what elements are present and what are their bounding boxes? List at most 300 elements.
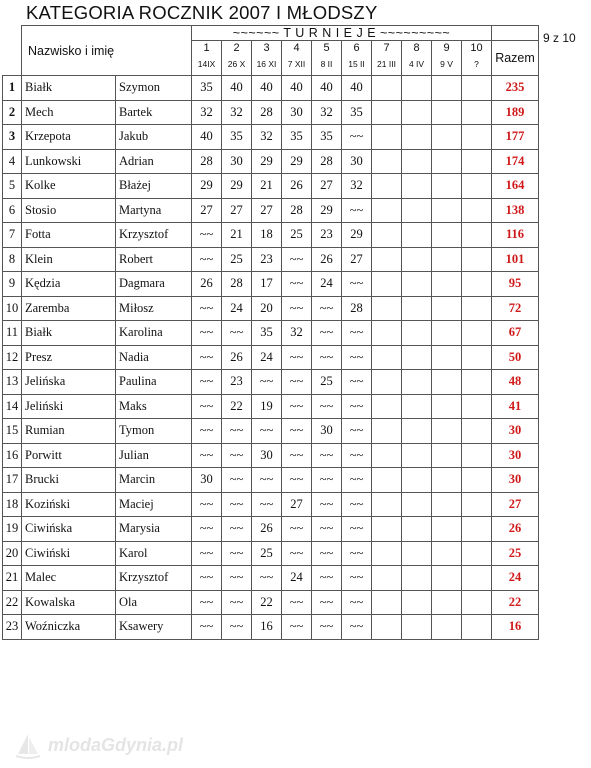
score-cell — [432, 100, 462, 125]
first-name-cell: Błażej — [116, 174, 192, 199]
score-cell: ~~ — [312, 345, 342, 370]
score-cell: 26 — [312, 247, 342, 272]
rank-cell: 19 — [3, 517, 22, 542]
score-cell: ~~ — [222, 321, 252, 346]
score-cell: ~~ — [342, 590, 372, 615]
score-cell: ~~ — [192, 223, 222, 248]
score-cell: ~~ — [342, 370, 372, 395]
score-cell — [372, 468, 402, 493]
score-cell: 24 — [222, 296, 252, 321]
table-row — [3, 296, 539, 321]
score-cell: 30 — [282, 100, 312, 125]
tournament-number: 9 — [443, 42, 450, 54]
tournament-number: 2 — [233, 42, 240, 54]
score-cell: 23 — [222, 370, 252, 395]
score-cell — [402, 394, 432, 419]
score-cell: 18 — [252, 223, 282, 248]
surname-cell: Mech — [22, 100, 116, 125]
score-cell: 24 — [282, 566, 312, 591]
header-tournament-7 — [372, 41, 402, 76]
surname-cell: Porwitt — [22, 443, 116, 468]
score-cell — [402, 223, 432, 248]
score-cell: ~~ — [282, 419, 312, 444]
score-cell: ~~ — [312, 517, 342, 542]
tournament-number: 10 — [470, 42, 483, 54]
first-name-cell: Miłosz — [116, 296, 192, 321]
header-tournament-1 — [192, 41, 222, 76]
score-cell: ~~ — [252, 468, 282, 493]
results-table — [2, 25, 539, 640]
first-name-cell: Paulina — [116, 370, 192, 395]
score-cell: 27 — [282, 492, 312, 517]
score-cell: ~~ — [252, 492, 282, 517]
score-cell: ~~ — [222, 615, 252, 640]
surname-cell: Malec — [22, 566, 116, 591]
score-cell — [402, 590, 432, 615]
score-cell: 32 — [252, 125, 282, 150]
tournament-number: 1 — [203, 42, 210, 54]
score-cell — [462, 247, 492, 272]
score-cell: ~~ — [342, 321, 372, 346]
score-cell — [462, 615, 492, 640]
score-cell — [432, 590, 462, 615]
score-cell — [462, 370, 492, 395]
sail-logo-icon — [14, 732, 42, 760]
rank-cell: 13 — [3, 370, 22, 395]
score-cell: ~~ — [192, 517, 222, 542]
first-name-cell: Ola — [116, 590, 192, 615]
score-cell: ~~ — [282, 370, 312, 395]
table-row — [3, 590, 539, 615]
score-cell: 30 — [312, 419, 342, 444]
watermark — [14, 732, 244, 760]
rank-cell: 7 — [3, 223, 22, 248]
score-cell — [372, 125, 402, 150]
total-cell: 30 — [492, 443, 539, 468]
score-cell: ~~ — [342, 272, 372, 297]
tournament-number: 6 — [353, 42, 360, 54]
score-cell — [372, 223, 402, 248]
score-cell: 28 — [252, 100, 282, 125]
score-cell: 24 — [252, 345, 282, 370]
score-cell — [432, 370, 462, 395]
score-cell — [462, 394, 492, 419]
tournament-number: 8 — [413, 42, 420, 54]
first-name-cell: Maciej — [116, 492, 192, 517]
table-row — [3, 541, 539, 566]
rank-cell: 8 — [3, 247, 22, 272]
score-cell: 28 — [282, 198, 312, 223]
score-cell: ~~ — [312, 468, 342, 493]
score-cell: ~~ — [312, 541, 342, 566]
table-row — [3, 125, 539, 150]
score-cell — [372, 100, 402, 125]
score-cell: 29 — [312, 198, 342, 223]
score-cell — [462, 125, 492, 150]
first-name-cell: Martyna — [116, 198, 192, 223]
score-cell: ~~ — [282, 541, 312, 566]
score-cell — [372, 272, 402, 297]
score-cell: 35 — [312, 125, 342, 150]
table-row — [3, 272, 539, 297]
score-cell: 32 — [222, 100, 252, 125]
score-cell: 30 — [222, 149, 252, 174]
rank-cell: 22 — [3, 590, 22, 615]
table-row — [3, 76, 539, 101]
score-cell — [402, 345, 432, 370]
score-cell: 32 — [192, 100, 222, 125]
surname-cell: Jelińska — [22, 370, 116, 395]
score-cell — [402, 321, 432, 346]
score-cell: 27 — [222, 198, 252, 223]
table-row — [3, 100, 539, 125]
score-cell — [402, 76, 432, 101]
total-cell: 235 — [492, 76, 539, 101]
score-cell: 32 — [342, 174, 372, 199]
total-cell: 95 — [492, 272, 539, 297]
score-cell — [462, 492, 492, 517]
score-cell: ~~ — [282, 345, 312, 370]
surname-cell: Klein — [22, 247, 116, 272]
score-cell — [462, 419, 492, 444]
total-cell: 174 — [492, 149, 539, 174]
first-name-cell: Dagmara — [116, 272, 192, 297]
score-cell — [432, 149, 462, 174]
score-cell: 35 — [192, 76, 222, 101]
rank-cell: 2 — [3, 100, 22, 125]
score-cell — [402, 174, 432, 199]
score-cell: 26 — [192, 272, 222, 297]
score-cell: ~~ — [282, 272, 312, 297]
score-cell: 40 — [192, 125, 222, 150]
score-cell: 23 — [312, 223, 342, 248]
surname-cell: Ciwińska — [22, 517, 116, 542]
score-cell: ~~ — [222, 566, 252, 591]
score-cell — [372, 492, 402, 517]
score-cell — [372, 394, 402, 419]
score-cell — [402, 492, 432, 517]
score-cell: 40 — [252, 76, 282, 101]
watermark-text: mlodaGdynia.pl — [48, 735, 184, 755]
score-cell — [432, 125, 462, 150]
score-cell — [402, 272, 432, 297]
score-cell: ~~ — [342, 345, 372, 370]
score-cell: 40 — [312, 76, 342, 101]
rank-cell: 14 — [3, 394, 22, 419]
score-cell: 29 — [342, 223, 372, 248]
score-cell: 21 — [222, 223, 252, 248]
surname-cell: Kędzia — [22, 272, 116, 297]
rank-cell: 3 — [3, 125, 22, 150]
score-cell: ~~ — [312, 394, 342, 419]
score-cell — [432, 223, 462, 248]
score-cell — [372, 247, 402, 272]
table-row — [3, 345, 539, 370]
total-cell: 116 — [492, 223, 539, 248]
score-cell — [462, 198, 492, 223]
total-cell: 30 — [492, 419, 539, 444]
score-cell — [462, 272, 492, 297]
tournament-number: 5 — [323, 42, 330, 54]
first-name-cell: Julian — [116, 443, 192, 468]
rank-cell: 4 — [3, 149, 22, 174]
score-cell: ~~ — [192, 590, 222, 615]
score-cell — [402, 100, 432, 125]
score-cell — [462, 296, 492, 321]
score-cell — [462, 517, 492, 542]
score-cell — [372, 370, 402, 395]
score-cell: 26 — [282, 174, 312, 199]
first-name-cell: Jakub — [116, 125, 192, 150]
score-cell — [432, 419, 462, 444]
score-cell — [462, 345, 492, 370]
table-row — [3, 566, 539, 591]
total-cell: 48 — [492, 370, 539, 395]
score-cell — [402, 296, 432, 321]
score-cell: ~~ — [312, 321, 342, 346]
score-cell: ~~ — [282, 590, 312, 615]
first-name-cell: Marcin — [116, 468, 192, 493]
surname-cell: Rumian — [22, 419, 116, 444]
score-cell — [372, 321, 402, 346]
tournament-date: 14IX — [197, 59, 216, 69]
rank-cell: 15 — [3, 419, 22, 444]
score-cell — [432, 296, 462, 321]
tournament-date: 4 IV — [408, 59, 425, 69]
first-name-cell: Krzysztof — [116, 223, 192, 248]
header-total-top — [492, 26, 539, 41]
score-cell: ~~ — [222, 468, 252, 493]
score-cell — [402, 149, 432, 174]
score-cell — [462, 443, 492, 468]
score-cell: ~~ — [222, 517, 252, 542]
total-cell: 72 — [492, 296, 539, 321]
score-cell: ~~ — [282, 296, 312, 321]
score-cell: 35 — [252, 321, 282, 346]
score-cell: ~~ — [342, 615, 372, 640]
score-cell: 30 — [342, 149, 372, 174]
score-cell: 30 — [252, 443, 282, 468]
surname-cell: Kowalska — [22, 590, 116, 615]
rank-cell: 1 — [3, 76, 22, 101]
score-cell: 20 — [252, 296, 282, 321]
score-cell — [432, 443, 462, 468]
score-cell: 27 — [192, 198, 222, 223]
score-cell: 22 — [222, 394, 252, 419]
header-tournament-9 — [432, 41, 462, 76]
score-cell: 32 — [282, 321, 312, 346]
table-row — [3, 517, 539, 542]
first-name-cell: Karolina — [116, 321, 192, 346]
score-cell: ~~ — [312, 296, 342, 321]
score-cell: ~~ — [192, 370, 222, 395]
score-cell: ~~ — [192, 247, 222, 272]
score-cell — [462, 541, 492, 566]
score-cell: 27 — [252, 198, 282, 223]
header-tournament-4 — [282, 41, 312, 76]
score-cell: 29 — [282, 149, 312, 174]
table-row — [3, 149, 539, 174]
table-row — [3, 468, 539, 493]
score-cell: 25 — [222, 247, 252, 272]
tournament-date: ? — [474, 59, 479, 69]
score-cell — [432, 615, 462, 640]
score-cell: ~~ — [342, 468, 372, 493]
tournament-date: 26 X — [227, 59, 246, 69]
score-cell: 28 — [192, 149, 222, 174]
score-cell — [432, 272, 462, 297]
score-cell — [402, 419, 432, 444]
surname-cell: Zaremba — [22, 296, 116, 321]
score-cell — [462, 76, 492, 101]
first-name-cell: Maks — [116, 394, 192, 419]
table-row — [3, 174, 539, 199]
score-cell: ~~ — [192, 541, 222, 566]
first-name-cell: Ksawery — [116, 615, 192, 640]
total-cell: 25 — [492, 541, 539, 566]
score-cell: ~~ — [312, 590, 342, 615]
total-cell: 67 — [492, 321, 539, 346]
first-name-cell: Szymon — [116, 76, 192, 101]
rank-cell: 16 — [3, 443, 22, 468]
score-cell: 25 — [312, 370, 342, 395]
tournament-date: 15 II — [348, 59, 365, 69]
surname-cell: Białk — [22, 76, 116, 101]
first-name-cell: Tymon — [116, 419, 192, 444]
score-cell — [432, 174, 462, 199]
score-cell — [372, 443, 402, 468]
score-cell: ~~ — [222, 492, 252, 517]
score-cell: ~~ — [222, 590, 252, 615]
table-row — [3, 394, 539, 419]
rank-cell: 10 — [3, 296, 22, 321]
score-cell — [372, 590, 402, 615]
score-cell — [432, 492, 462, 517]
score-cell: ~~ — [342, 541, 372, 566]
score-cell: ~~ — [282, 394, 312, 419]
score-cell: 29 — [222, 174, 252, 199]
score-cell: 23 — [252, 247, 282, 272]
surname-cell: Woźniczka — [22, 615, 116, 640]
table-row — [3, 443, 539, 468]
score-cell: ~~ — [312, 443, 342, 468]
rank-cell: 23 — [3, 615, 22, 640]
total-cell: 189 — [492, 100, 539, 125]
score-cell: ~~ — [252, 566, 282, 591]
score-cell: 28 — [222, 272, 252, 297]
table-row — [3, 615, 539, 640]
score-cell: ~~ — [192, 419, 222, 444]
page-title: KATEGORIA ROCZNIK 2007 I MŁODSZY — [26, 2, 378, 23]
header-tournament-8 — [402, 41, 432, 76]
first-name-cell: Marysia — [116, 517, 192, 542]
score-cell — [432, 76, 462, 101]
score-cell — [402, 125, 432, 150]
score-cell — [462, 174, 492, 199]
table-row — [3, 370, 539, 395]
score-cell: ~~ — [192, 321, 222, 346]
score-cell: 28 — [312, 149, 342, 174]
surname-cell: Białk — [22, 321, 116, 346]
header-name-label: Nazwisko i imię — [22, 26, 192, 76]
score-cell: 26 — [222, 345, 252, 370]
score-cell — [372, 566, 402, 591]
surname-cell: Lunkowski — [22, 149, 116, 174]
score-cell: ~~ — [282, 615, 312, 640]
table-row — [3, 247, 539, 272]
score-cell: ~~ — [282, 443, 312, 468]
tournament-number: 7 — [383, 42, 390, 54]
score-cell — [372, 419, 402, 444]
score-cell: ~~ — [222, 541, 252, 566]
score-cell — [372, 149, 402, 174]
surname-cell: Krzepota — [22, 125, 116, 150]
score-cell — [462, 590, 492, 615]
score-cell — [432, 517, 462, 542]
score-cell: ~~ — [282, 247, 312, 272]
score-cell: 30 — [192, 468, 222, 493]
score-cell: 29 — [252, 149, 282, 174]
score-cell: 19 — [252, 394, 282, 419]
header-tournaments-label: ~~~~~~ T U R N I E J E ~~~~~~~~~ — [192, 26, 492, 41]
score-cell: 40 — [342, 76, 372, 101]
table-row — [3, 321, 539, 346]
total-cell: 41 — [492, 394, 539, 419]
score-cell: ~~ — [342, 419, 372, 444]
score-cell: 28 — [342, 296, 372, 321]
surname-cell: Koziński — [22, 492, 116, 517]
score-cell: 27 — [312, 174, 342, 199]
tournament-date: 16 XI — [256, 59, 277, 69]
score-cell — [372, 76, 402, 101]
total-cell: 30 — [492, 468, 539, 493]
tournament-number: 3 — [263, 42, 270, 54]
score-cell: ~~ — [252, 419, 282, 444]
score-cell: 21 — [252, 174, 282, 199]
header-pos-cell — [3, 26, 22, 76]
score-cell — [402, 615, 432, 640]
score-cell — [462, 223, 492, 248]
score-cell: ~~ — [192, 615, 222, 640]
score-cell: ~~ — [222, 443, 252, 468]
header-tournament-3 — [252, 41, 282, 76]
surname-cell: Jeliński — [22, 394, 116, 419]
score-cell — [402, 370, 432, 395]
rank-cell: 6 — [3, 198, 22, 223]
score-cell: 35 — [282, 125, 312, 150]
tournament-date: 9 V — [440, 59, 453, 69]
score-cell: 35 — [222, 125, 252, 150]
score-cell: ~~ — [312, 566, 342, 591]
score-cell — [432, 468, 462, 493]
score-cell — [372, 541, 402, 566]
page-count: 9 z 10 — [543, 31, 576, 45]
table-row — [3, 223, 539, 248]
score-cell — [432, 198, 462, 223]
score-cell: 17 — [252, 272, 282, 297]
rank-cell: 21 — [3, 566, 22, 591]
score-cell — [462, 321, 492, 346]
score-cell: ~~ — [192, 566, 222, 591]
score-cell — [432, 394, 462, 419]
score-cell: 27 — [342, 247, 372, 272]
first-name-cell: Karol — [116, 541, 192, 566]
first-name-cell: Bartek — [116, 100, 192, 125]
score-cell: ~~ — [342, 125, 372, 150]
score-cell: ~~ — [342, 198, 372, 223]
header-total-label: Razem — [492, 41, 539, 76]
total-cell: 26 — [492, 517, 539, 542]
